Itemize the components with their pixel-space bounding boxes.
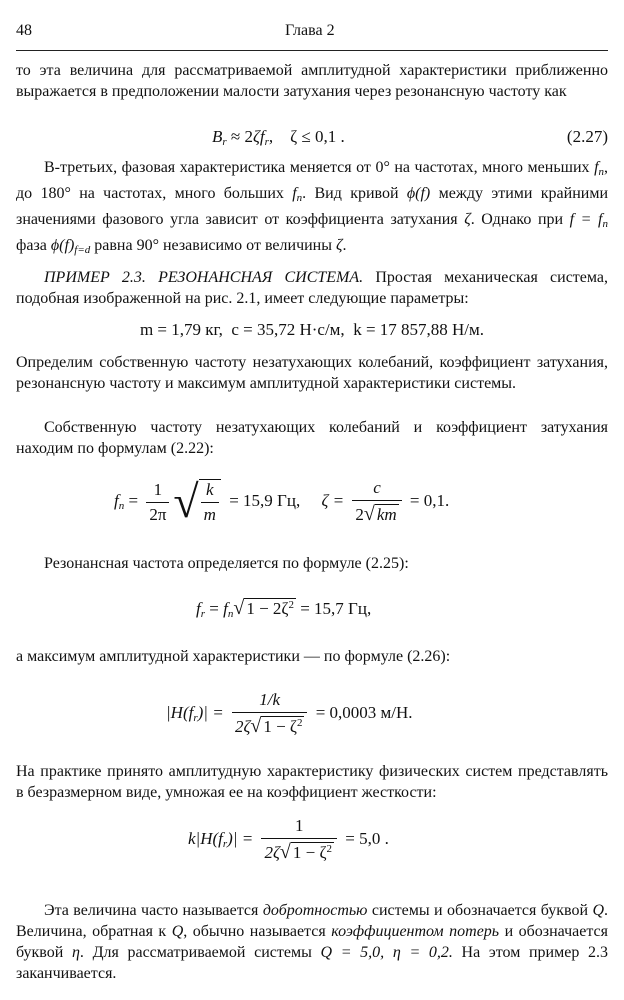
- equation-number: (2.27): [566, 127, 608, 146]
- paragraph-7: На практике принято амплитудную характеристику физических систем представлять в безразмерном виде, умножая ее на коэффициент жесткости:: [16, 763, 608, 801]
- parameters-line: m = 1,79 кг, c = 35,72 Н·с/м, k = 17 857,88 Н/м.: [139, 320, 485, 339]
- example-heading: ПРИМЕР 2.3. РЕЗОНАНСНАЯ СИСТЕМА.: [44, 269, 364, 286]
- paragraph-8: Эта величина часто называется добротностью системы и обозначается буквой Q. Величина, обратная к Q, обычно называется коэффициентом потерь и обозначается буквой η. Для рассматриваемой системы Q = 5,0, η = 0,2. На этом пример 2.3 заканчивается.: [16, 902, 609, 982]
- paragraph-5: Резонансная частота определяется по формуле (2.25):: [44, 555, 409, 572]
- paragraph-4: Собственную частоту незатухающих колебаний и коэффициент затухания находим по формулам (2.22):: [16, 419, 608, 457]
- paragraph-3: Определим собственную частоту незатухающих колебаний, коэффициент затухания, резонансную частоту и максимум амплитудной характеристики системы.: [16, 354, 608, 392]
- header-rule: [16, 50, 608, 51]
- chapter-title: Глава 2: [285, 22, 335, 39]
- running-header: [16, 22, 608, 44]
- paragraph-6: а максимум амплитудной характеристики — по формуле (2.26):: [16, 648, 451, 665]
- example-2-3: ПРИМЕР 2.3. РЕЗОНАНСНАЯ СИСТЕМА. Простая механическая система, подобная изображенной на рис. 2.1, имеет следующие параметры:: [16, 269, 609, 307]
- paragraph-1: то эта величина для рассматриваемой амплитудной характеристики приближенно выражается в предположении малости затухания через резонансную частоту как: [16, 62, 608, 100]
- paragraph-2: В-третьих, фазовая характеристика меняется от 0° на частотах, много меньших $f_n$, до 180° на частотах, много больших $f_n$. Вид кривой ϕ(f) между этими крайними значениями фазового угла зависит от коэффициента затухания ζ. Однако при $f = f_n$ фаза $\phi(f)_{f=d}$ равна 90° независимо от величины ζ.: [16, 159, 609, 256]
- page-number: 48: [16, 22, 32, 39]
